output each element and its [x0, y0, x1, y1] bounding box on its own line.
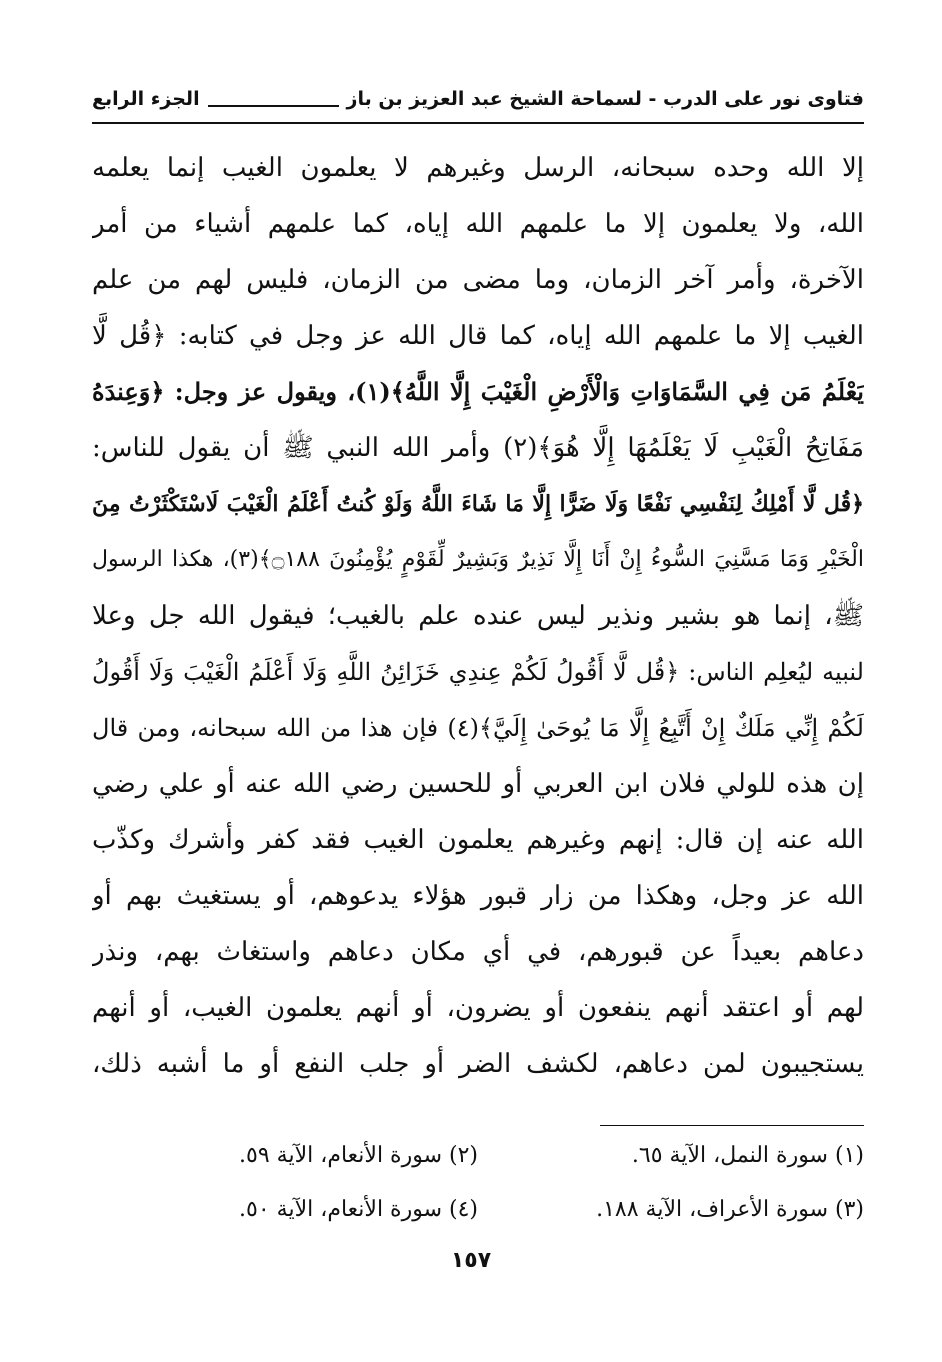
footnotes [92, 1132, 864, 1234]
book-title: فتاوى نور على الدرب - لسماحة الشيخ عبد العزيز بن باز [346, 88, 864, 110]
text-line: يَعْلَمُ مَن فِي السَّمَاوَاتِ وَالْأَرْضِ الْغَيْبَ إِلَّا اللَّهُ﴾(١)، ويقول عز وجل: ﴿وَعِندَهُ [92, 377, 864, 406]
text-line: الله عنه إن قال: إنهم وغيرهم يعلمون الغيب فقد كفر وأشرك وكذّب [92, 825, 864, 855]
text-line: ﷺ، إنما هو بشير ونذير ليس عنده علم بالغيب؛ فيقول الله جل وعلا [92, 601, 864, 631]
text-line: إلا الله وحده سبحانه، الرسل وغيرهم لا يعلمون الغيب إنما يعلمه [92, 153, 864, 183]
footnote-4: (٤) سورة الأنعام، الآية ٥٠. [239, 1197, 478, 1222]
text-line: لَكُمْ إِنِّي مَلَكٌ إِنْ أَتَّبِعُ إِلَّا مَا يُوحَىٰ إِلَيَّ﴾(٤) فإن هذا من الله سبحانه، ومن قال [92, 714, 864, 742]
header-dash-line [208, 91, 339, 107]
text-line: الْخَيْرِ وَمَا مَسَّنِيَ السُّوءُ إِنْ أَنَا إِلَّا نَذِيرٌ وَبَشِيرٌ لِّقَوْمٍ يُؤْمِنُونَ ۝١٨٨﴾(٣)، هكذا الرسول [92, 547, 864, 572]
text-line: لهم أو اعتقد أنهم ينفعون أو يضرون، أو أنهم يعلمون الغيب، أو أنهم [92, 993, 864, 1023]
text-line: يستجيبون لمن دعاهم، لكشف الضر أو جلب النفع أو ما أشبه ذلك، [92, 1049, 864, 1079]
body-text [92, 140, 864, 1092]
page-number: ١٥٧ [450, 1248, 492, 1273]
running-header [92, 82, 864, 116]
text-line: الغيب إلا ما علمهم الله إياه، كما قال الله عز وجل في كتابه: ﴿قُل لَّا [92, 321, 864, 351]
footnote-rule [600, 1125, 864, 1126]
footnote-1: (١) سورة النمل، الآية ٦٥. [631, 1143, 864, 1168]
text-line: الآخرة، وأمر آخر الزمان، وما مضى من الزمان، فليس لهم من علم [92, 265, 864, 295]
text-line: الله عز وجل، وهكذا من زار قبور هؤلاء يدعوهم، أو يستغيث بهم أو [92, 881, 864, 911]
header-rule [92, 122, 864, 124]
text-line: لنبيه ليُعلِم الناس: ﴿قُل لَّا أَقُولُ لَكُمْ عِندِي خَزَائِنُ اللَّهِ وَلَا أَعْلَمُ الْغَيْبَ وَلَا أَقُولُ [92, 658, 864, 686]
text-line: الله، ولا يعلمون إلا ما علمهم الله إياه، كما علمهم أشياء من أمر [92, 209, 864, 239]
text-line: مَفَاتِحُ الْغَيْبِ لَا يَعْلَمُهَا إِلَّا هُوَ﴾(٢) وأمر الله النبي ﷺ أن يقول للناس: [92, 433, 864, 463]
footnote-3: (٣) سورة الأعراف، الآية ١٨٨. [596, 1197, 864, 1222]
volume-label: الجزء الرابع [92, 88, 200, 110]
text-line: دعاهم بعيداً عن قبورهم، في أي مكان دعاهم واستغاث بهم، ونذر [92, 937, 864, 967]
text-line: إن هذه للولي فلان ابن العربي أو للحسين رضي الله عنه أو علي رضي [92, 769, 864, 799]
footnote-2: (٢) سورة الأنعام، الآية ٥٩. [239, 1143, 478, 1168]
text-line: ﴿قُل لَّا أَمْلِكُ لِنَفْسِي نَفْعًا وَلَا ضَرًّا إِلَّا مَا شَاءَ اللَّهُ وَلَوْ كُنتُ أَعْلَمُ الْغَيْبَ لَاسْتَكْثَرْتُ مِنَ [92, 491, 864, 517]
